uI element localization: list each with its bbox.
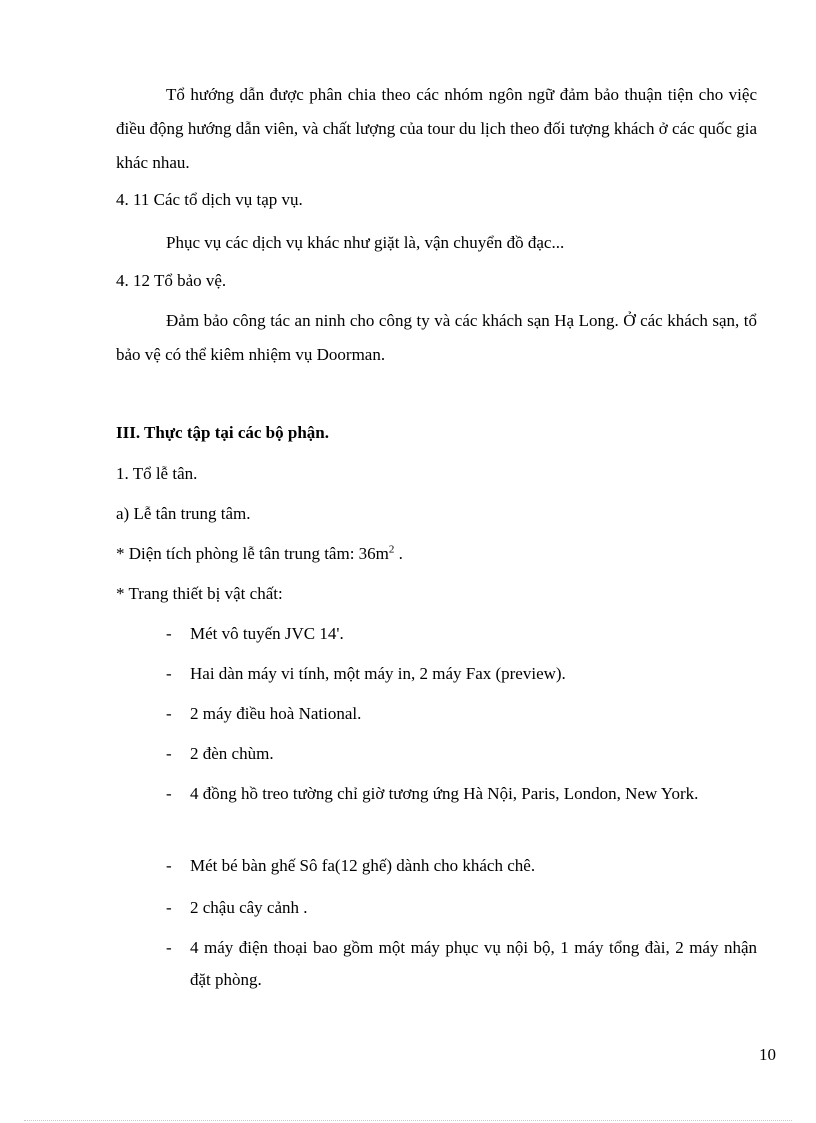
subsection-central-reception: a) Lễ tân trung tâm.	[116, 504, 251, 523]
subsection-reception: 1. Tổ lễ tân.	[116, 464, 198, 483]
area-superscript: 2	[388, 543, 395, 556]
area-suffix: .	[394, 544, 403, 563]
paragraph-guide-team-text: Tổ hướng dẫn được phân chia theo các nhóm ngôn ngữ đảm bảo thuận tiện cho việc điều động hướng dẫn viên, và chất lượng của tour du lịch theo đối tượng khách ở các quốc gia khác nhau.	[116, 85, 757, 172]
list-item-text: 4 đồng hồ treo tường chỉ giờ tương ứng Hà Nội, Paris, London, New York.	[190, 784, 699, 803]
bullet-dash: -	[166, 856, 172, 875]
list-item-text: 4 máy điện thoại bao gồm một máy phục vụ nội bộ, 1 máy tổng đài, 2 máy nhận đặt phòng.	[190, 938, 757, 989]
bullet-dash: -	[166, 784, 172, 803]
list-item	[166, 618, 757, 650]
bullet-dash: -	[166, 898, 172, 917]
page-bottom-rule	[24, 1120, 792, 1121]
heading-4-12: 4. 12 Tổ bảo vệ.	[116, 271, 227, 290]
page-number: 10	[759, 1045, 776, 1064]
bullet-dash: -	[166, 624, 172, 643]
bullet-dash: -	[166, 744, 172, 763]
list-item-text: Hai dàn máy vi tính, một máy in, 2 máy Fax (preview).	[190, 664, 566, 683]
list-item	[166, 738, 757, 770]
bullet-dash: -	[166, 938, 172, 957]
section-title: III. Thực tập tại các bộ phận.	[116, 423, 329, 442]
list-item-text: 2 máy điều hoà National.	[190, 704, 362, 723]
list-item	[166, 892, 757, 924]
equipment-heading: * Trang thiết bị vật chất:	[116, 584, 283, 603]
list-item-text: Mét bé bàn ghế Sô fa(12 ghế) dành cho khách chê.	[190, 856, 536, 875]
paragraph-4-12-text: Đảm bảo công tác an ninh cho công ty và các khách sạn Hạ Long. Ở các khách sạn, tổ bảo vệ có thể kiêm nhiệm vụ Doorman.	[116, 311, 757, 364]
list-item	[166, 658, 757, 690]
area-line	[116, 537, 757, 571]
list-item	[166, 850, 757, 882]
paragraph-4-12	[116, 304, 757, 372]
list-item	[166, 778, 757, 810]
paragraph-4-11: Phục vụ các dịch vụ khác như giặt là, vận chuyển đồ đạc...	[166, 233, 565, 252]
list-item	[166, 698, 757, 730]
list-item-text: 2 đèn chùm.	[190, 744, 274, 763]
heading-4-11: 4. 11 Các tổ dịch vụ tạp vụ.	[116, 190, 303, 209]
bullet-dash: -	[166, 664, 172, 683]
bullet-dash: -	[166, 704, 172, 723]
list-item-text: 2 chậu cây cảnh .	[190, 898, 308, 917]
list-item-text: Mét vô tuyến JVC 14'.	[190, 624, 344, 643]
list-item	[166, 932, 757, 996]
area-text: * Diện tích phòng lễ tân trung tâm: 36m	[116, 544, 389, 563]
paragraph-guide-team	[116, 78, 757, 180]
